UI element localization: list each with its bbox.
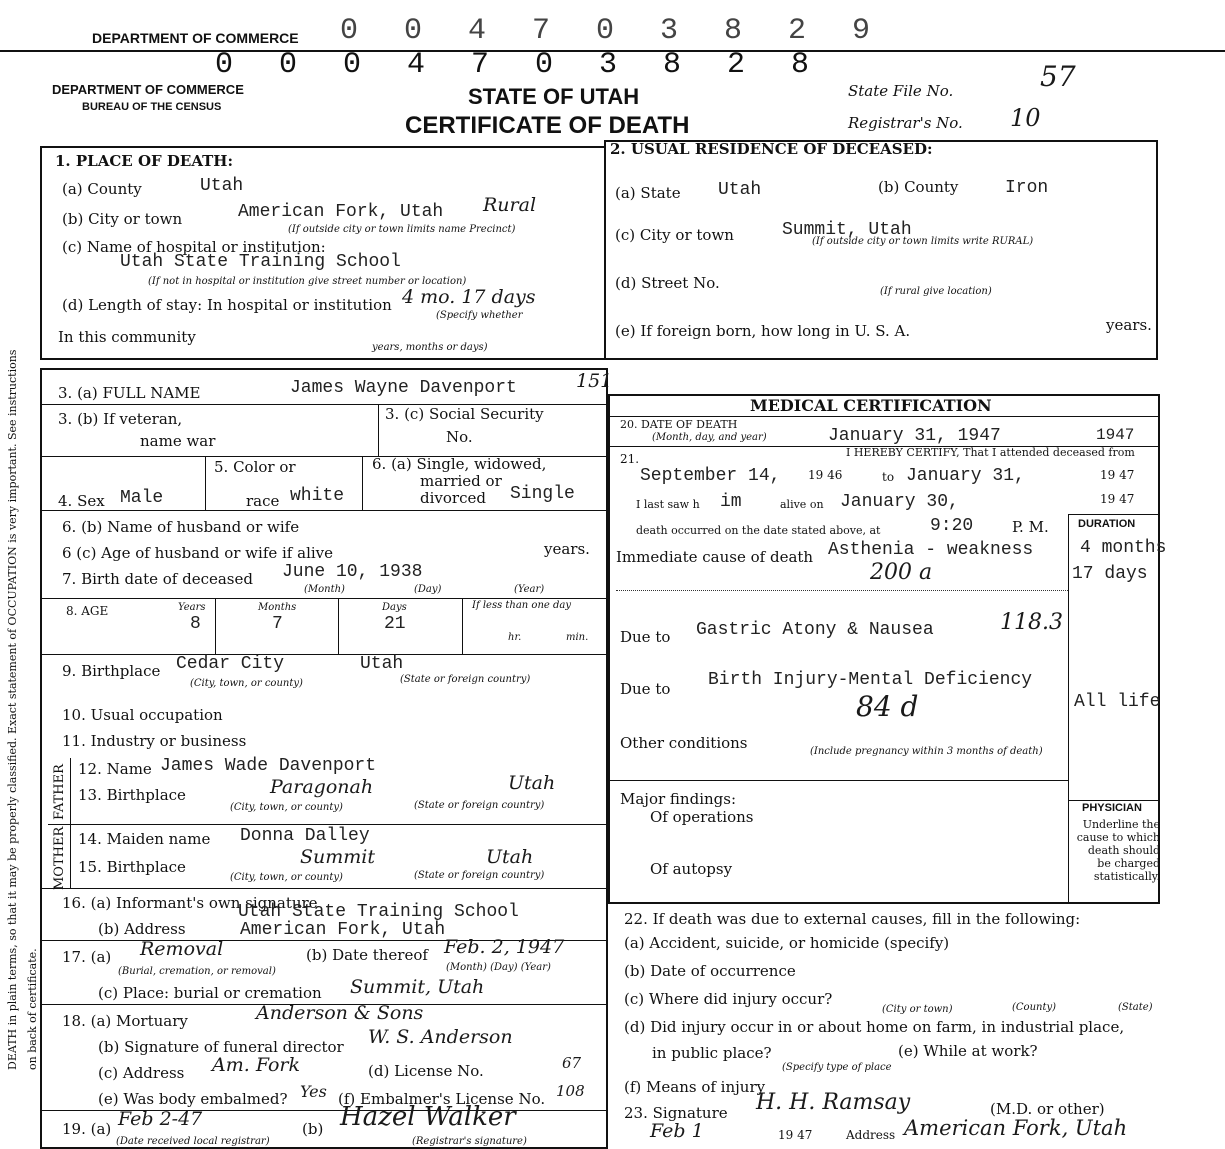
registrar-signature: Hazel Walker [340, 1102, 516, 1132]
father-bp-state: Utah [508, 772, 556, 794]
industry-label: 11. Industry or business [62, 732, 247, 750]
res-foreign-label: (e) If foreign born, how long in U. S. A. [615, 322, 911, 340]
occurred-pm: P. M. [1012, 518, 1049, 536]
mother-city-hint: (City, town, or county) [230, 872, 343, 883]
mother-bp-label: 15. Birthplace [78, 858, 186, 876]
signature-address-value: American Fork, Utah [904, 1116, 1128, 1140]
race-value: white [290, 486, 345, 506]
pod-city-hint: (If outside city or town limits name Precinct) [288, 224, 516, 235]
years-label: Years [178, 602, 206, 613]
director-value: W. S. Anderson [368, 1026, 513, 1048]
father-name-label: 12. Name [78, 760, 152, 778]
veteran-label: 3. (b) If veteran, [58, 410, 183, 428]
header-title: CERTIFICATE OF DEATH [405, 112, 690, 139]
ssn-label: 3. (c) Social Security [385, 405, 544, 423]
occupation-label: 10. Usual occupation [62, 706, 223, 724]
due-to-2-code: 84 d [856, 690, 919, 723]
margin-instructions: DEATH in plain terms, so that it may be properly classified. Exact statement of OCCUPATION is very important. See instructions [6, 349, 19, 1070]
physician-head: PHYSICIAN [1082, 802, 1142, 814]
dod-label: 20. DATE OF DEATH [620, 418, 738, 431]
mother-state-hint: (State or foreign country) [414, 870, 545, 881]
mortuary-label: 18. (a) Mortuary [62, 1012, 188, 1030]
state-file-value: 57 [1040, 60, 1076, 93]
burial-place-value: Summit, Utah [350, 976, 485, 998]
license-value: 67 [562, 1054, 582, 1072]
attended-to: January 31, [906, 466, 1025, 486]
certify-text: I HEREBY CERTIFY, That I attended deceased from [846, 446, 1135, 459]
bp-state-hint: (State or foreign country) [400, 674, 531, 685]
attended-from-year: 19 46 [808, 468, 843, 482]
last-saw-value: im [720, 492, 742, 512]
min-label: min. [566, 632, 589, 643]
duration-2: 17 days [1072, 564, 1148, 584]
res-state-value: Utah [718, 180, 762, 200]
medical-heading: MEDICAL CERTIFICATION [750, 396, 992, 415]
registrar-label: Registrar's No. [848, 114, 963, 132]
external-city-hint: (City or town) [882, 1004, 953, 1015]
occurred-label: death occurred on the date stated above, at [636, 524, 881, 537]
due-to-1-value: Gastric Atony & Nausea [696, 620, 934, 640]
emb-license-value: 108 [556, 1082, 585, 1100]
pod-community-hint: years, months or days) [372, 342, 488, 353]
due-to-1-label: Due to [620, 628, 671, 646]
mother-bp-city: Summit [300, 846, 375, 868]
state-file-label: State File No. [848, 82, 954, 100]
inf-address-label: (b) Address [98, 920, 186, 938]
serial-number: 0 0 0 4 7 0 3 8 2 8 [215, 48, 824, 82]
mortuary-address-label: (c) Address [98, 1064, 185, 1082]
birth-month-hint: (Month) [304, 584, 345, 595]
birthdate-value: June 10, 1938 [282, 562, 423, 582]
color-label: 5. Color or [214, 458, 296, 476]
other-conditions-hint: (Include pregnancy within 3 months of death) [810, 746, 1043, 757]
attended-from: September 14, [640, 466, 781, 486]
due-to-1-code: 118.3 [1000, 610, 1063, 635]
pod-stay-hint: (Specify whether [436, 310, 523, 321]
registrar-date-value: Feb 2-47 [118, 1108, 203, 1130]
pod-stay-label: (d) Length of stay: In hospital or institution [62, 296, 392, 314]
burial-place-label: (c) Place: burial or cremation [98, 984, 322, 1002]
disposition-label: 17. (a) [62, 948, 112, 966]
external-d-label: (d) Did injury occur in or about home on farm, in industrial place, [624, 1018, 1125, 1036]
registrar-date-label: 19. (a) [62, 1120, 112, 1138]
spouse-age-suffix: years. [544, 540, 590, 558]
attended-to-year: 19 47 [1100, 468, 1135, 482]
res-city-hint: (If outside city or town limits write RURAL) [812, 236, 1034, 247]
pod-hospital-value: Utah State Training School [120, 252, 401, 272]
header-bureau: BUREAU OF THE CENSUS [82, 101, 222, 113]
birthplace-label: 9. Birthplace [62, 662, 161, 680]
birthplace-state: Utah [360, 654, 404, 674]
place-of-death-heading: 1. PLACE OF DEATH: [55, 152, 234, 170]
disposition-hint: (Burial, cremation, or removal) [118, 966, 276, 977]
residence-heading: 2. USUAL RESIDENCE OF DECEASED: [610, 140, 933, 158]
signature-year: 19 47 [778, 1128, 813, 1142]
occurred-time: 9:20 [930, 516, 974, 536]
days-value: 21 [384, 614, 406, 634]
dod-value: January 31, 1947 [828, 426, 1001, 446]
marital-label: 6. (a) Single, widowed, [372, 455, 547, 473]
external-d-label2: in public place? [652, 1044, 772, 1062]
sex-value: Male [120, 488, 164, 508]
external-a-label: (a) Accident, suicide, or homicide (specify) [624, 934, 950, 952]
pod-county-label: (a) County [62, 180, 142, 198]
less-label: If less than one day [472, 600, 571, 611]
birthdate-label: 7. Birth date of deceased [62, 570, 253, 588]
alive-on-value: January 30, [840, 492, 959, 512]
external-state-hint: (State) [1118, 1002, 1153, 1013]
registrar-value: 10 [1010, 104, 1041, 132]
full-name-mark: 151 [576, 370, 613, 392]
res-foreign-suffix: years. [1106, 316, 1152, 334]
months-label: Months [258, 602, 297, 613]
duration-1: 4 months [1080, 538, 1167, 558]
father-side-label: FATHER [52, 764, 67, 820]
alive-on-year: 19 47 [1100, 492, 1135, 506]
registrar-sig-hint: (Registrar's signature) [412, 1136, 527, 1147]
res-street-label: (d) Street No. [615, 274, 720, 292]
disposition-date-label: (b) Date thereof [306, 946, 428, 964]
father-state-hint: (State or foreign country) [414, 800, 545, 811]
signature-address-label: Address [846, 1128, 896, 1142]
res-county-value: Iron [1005, 178, 1049, 198]
registrar-sig-label: (b) [302, 1120, 324, 1138]
spouse-age-label: 6 (c) Age of husband or wife if alive [62, 544, 334, 562]
disposition-date-value: Feb. 2, 1947 [444, 936, 565, 958]
pod-stay-value: 4 mo. 17 days [402, 286, 536, 308]
external-b-label: (b) Date of occurrence [624, 962, 796, 980]
birth-day-hint: (Day) [414, 584, 442, 595]
spouse-label: 6. (b) Name of husband or wife [62, 518, 300, 536]
informant-label: 16. (a) Informant's own signature [62, 894, 318, 912]
pod-county-value: Utah [200, 176, 244, 196]
due-to-2-value: Birth Injury-Mental Deficiency [708, 670, 1033, 690]
res-city-label: (c) City or town [615, 226, 734, 244]
immediate-cause-code: 200 a [870, 560, 933, 585]
major-findings-label: Major findings: [620, 790, 737, 808]
signature-suffix: (M.D. or other) [990, 1100, 1105, 1118]
attended-to-label: to [882, 470, 895, 484]
pod-community-label: In this community [58, 328, 196, 346]
alive-on-label: alive on [780, 498, 824, 511]
days-label: Days [382, 602, 407, 613]
res-state-label: (a) State [615, 184, 681, 202]
war-label: name war [140, 432, 216, 450]
emb-license-label: (f) Embalmer's License No. [338, 1090, 546, 1108]
pod-hospital-hint: (If not in hospital or institution give street number or location) [148, 276, 467, 287]
director-label: (b) Signature of funeral director [98, 1038, 344, 1056]
res-street-hint: (If rural give location) [880, 286, 992, 297]
ssn-no: No. [446, 428, 473, 446]
months-value: 7 [272, 614, 283, 634]
res-city-value: Summit, Utah [782, 220, 912, 240]
res-county-label: (b) County [878, 178, 959, 196]
last-saw-label: I last saw h [636, 498, 700, 511]
autopsy-label: Of autopsy [650, 860, 733, 878]
mortuary-address-value: Am. Fork [212, 1054, 300, 1076]
inf-address-value: American Fork, Utah [240, 920, 446, 940]
marital-value: Single [510, 484, 575, 504]
race-label: race [246, 492, 280, 510]
dod-hint: (Month, day, and year) [652, 432, 767, 443]
margin-instructions-2: on back of certificate. [26, 948, 39, 1070]
external-heading: 22. If death was due to external causes, fill in the following: [624, 910, 1081, 928]
due-to-2-label: Due to [620, 680, 671, 698]
mortuary-value: Anderson & Sons [256, 1002, 424, 1024]
informant-value: Utah State Training School [238, 902, 519, 922]
physician-signature: H. H. Ramsay [756, 1090, 911, 1115]
external-e-label: (e) While at work? [898, 1042, 1038, 1060]
disposition-date-hint: (Month) (Day) (Year) [446, 962, 551, 973]
hr-label: hr. [508, 632, 522, 643]
external-county-hint: (County) [1012, 1002, 1057, 1013]
header-dept: DEPARTMENT OF COMMERCE [52, 82, 244, 97]
immediate-cause-label: Immediate cause of death [616, 548, 814, 566]
top-strip-serial: 0 0 4 7 0 3 8 2 9 [340, 14, 885, 48]
years-value: 8 [190, 614, 201, 634]
external-specify-hint: (Specify type of place [782, 1062, 892, 1073]
embalmed-value: Yes [300, 1082, 327, 1101]
pod-city-note: Rural [483, 194, 537, 216]
certify-num: 21. [620, 452, 640, 466]
physician-note: Underline the cause to which death should be charged statistically. [1076, 818, 1160, 883]
embalmed-label: (e) Was body embalmed? [98, 1090, 288, 1108]
bp-city-hint: (City, town, or county) [190, 678, 303, 689]
mother-name-value: Donna Dalley [240, 826, 370, 846]
marital-label3: divorced [420, 489, 486, 507]
registrar-date-hint: (Date received local registrar) [116, 1136, 270, 1147]
full-name-value: James Wayne Davenport [290, 378, 517, 398]
other-conditions-label: Other conditions [620, 734, 748, 752]
duration-label: DURATION [1078, 518, 1136, 530]
full-name-label: 3. (a) FULL NAME [58, 384, 201, 402]
age-label: 8. AGE [66, 604, 109, 618]
signature-label: 23. Signature [624, 1104, 728, 1122]
pod-city-label: (b) City or town [62, 210, 183, 228]
duration-3: All life [1074, 692, 1161, 712]
external-c-label: (c) Where did injury occur? [624, 990, 833, 1008]
father-bp-label: 13. Birthplace [78, 786, 186, 804]
external-f-label: (f) Means of injury [624, 1078, 766, 1096]
dod-suffix: 1947 [1096, 426, 1135, 444]
birth-year-hint: (Year) [514, 584, 545, 595]
signature-date: Feb 1 [650, 1120, 704, 1142]
top-strip-dept: DEPARTMENT OF COMMERCE [92, 30, 299, 46]
immediate-cause-value: Asthenia - weakness [828, 540, 1034, 560]
birthplace-city: Cedar City [176, 654, 285, 674]
disposition-value: Removal [140, 938, 224, 960]
father-bp-city: Paragonah [270, 776, 374, 798]
father-name-value: James Wade Davenport [160, 756, 377, 776]
pod-city-value: American Fork, Utah [238, 202, 444, 222]
pod-hospital-label: (c) Name of hospital or institution: [62, 238, 326, 256]
sex-label: 4. Sex [58, 492, 105, 510]
operations-label: Of operations [650, 808, 754, 826]
license-label: (d) License No. [368, 1062, 484, 1080]
mother-side-label: MOTHER [52, 826, 67, 890]
father-city-hint: (City, town, or county) [230, 802, 343, 813]
mother-bp-state: Utah [486, 846, 534, 868]
marital-label2: married or [420, 472, 502, 490]
mother-name-label: 14. Maiden name [78, 830, 211, 848]
header-state: STATE OF UTAH [468, 84, 640, 109]
